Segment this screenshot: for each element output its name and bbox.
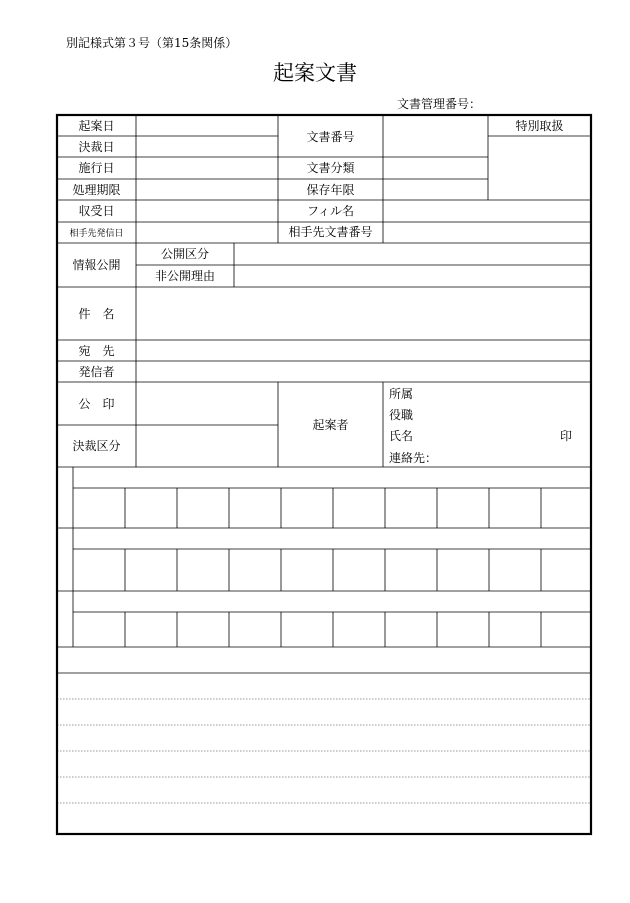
- addressee-label: 宛 先: [78, 344, 115, 358]
- document-classification-label: 文書分類: [306, 161, 355, 175]
- form-style-note: 別記様式第３号（第15条関係）: [66, 36, 238, 50]
- receipt-date-label: 収受日: [78, 204, 115, 218]
- nondisclosure-reason-label: 非公開理由: [154, 269, 216, 283]
- position-label: 役職: [389, 408, 414, 422]
- document-number-label: 文書番号: [306, 130, 355, 144]
- information-disclosure-label: 情報公開: [72, 258, 121, 272]
- processing-deadline-label: 処理期限: [72, 183, 121, 197]
- name-label: 氏名: [389, 429, 414, 443]
- disclosure-category-label: 公開区分: [160, 247, 210, 261]
- decision-category-label: 決裁区分: [72, 439, 121, 453]
- retention-period-label: 保存年限: [306, 183, 355, 197]
- drafter-label: 起案者: [312, 418, 349, 432]
- special-handling-label: 特別取扱: [515, 119, 564, 133]
- drafting-date-label: 起案日: [78, 119, 115, 133]
- official-seal-label: 公 印: [78, 397, 115, 411]
- contact-label: 連絡先：: [389, 451, 438, 465]
- page-title: 起案文書: [273, 61, 357, 85]
- affiliation-label: 所属: [389, 387, 414, 401]
- form-grid-lines: [57, 115, 591, 834]
- decision-date-label: 決裁日: [78, 140, 115, 154]
- subject-label: 件 名: [78, 307, 115, 321]
- management-number-label: 文書管理番号：: [397, 97, 482, 111]
- seal-mark-label: 印: [560, 429, 573, 443]
- file-name-label: フィル名: [306, 204, 355, 218]
- sender-send-date-label: 相手先発信日: [69, 229, 124, 239]
- sender-document-number-label: 相手先文書番号: [288, 225, 373, 239]
- enforcement-date-label: 施行日: [78, 161, 115, 175]
- sender-label: 発信者: [78, 365, 115, 379]
